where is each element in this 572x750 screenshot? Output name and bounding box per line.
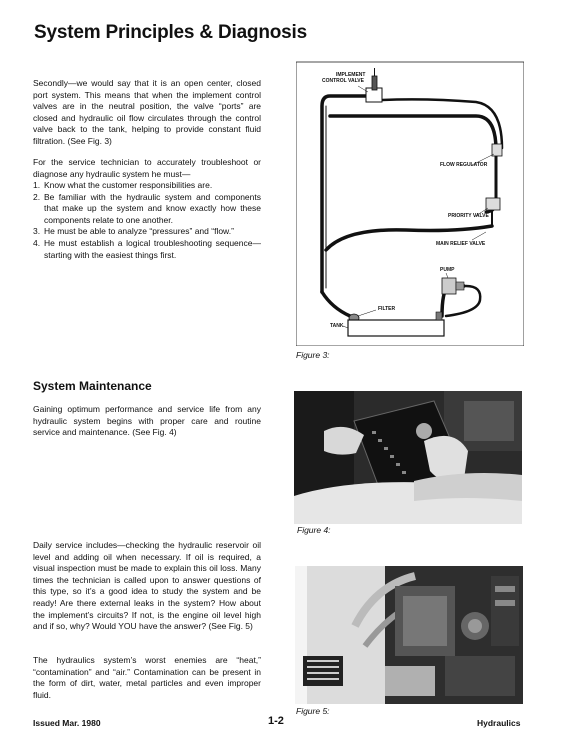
list-item [33, 238, 261, 261]
label-tank: TANK [330, 323, 344, 329]
implement-control-valve-icon [366, 68, 382, 102]
list-item-number: 1. [33, 180, 41, 190]
list-item-number: 3. [33, 226, 41, 237]
label-flow-regulator: FLOW REGULATOR [440, 162, 488, 168]
label-pump: PUMP [440, 267, 455, 273]
footer-section-name: Hydraulics [477, 718, 521, 728]
list-item-text: He must be able to analyze “pressures” and “flow.” [44, 226, 234, 237]
troubleshooting-steps-list [33, 180, 261, 261]
maintenance-paragraph: Gaining optimum performance and service life from any hydraulic system begins with proper care and routine service and maintenance. (See Fig. 4) [33, 404, 261, 438]
list-item-text: Know what the customer responsibilities are. [44, 180, 213, 190]
figure-4-caption: Figure 4: [297, 525, 331, 535]
figure-3-caption: Figure 3: [296, 350, 330, 360]
hydraulic-lines [322, 96, 502, 318]
list-item-number: 4. [33, 237, 41, 248]
system-enemies-paragraph: The hydraulics system’s worst enemies are “heat,” “contamination” and “air.” Contamination can be present in the form of dirt, water, metal particles and even improper fluid. [33, 655, 261, 700]
page-title: System Principles & Diagnosis [34, 22, 307, 43]
photo-illustration [294, 391, 522, 524]
label-priority-valve: PRIORITY VALVE [448, 213, 489, 219]
technician-intro-paragraph: For the service technician to accurately troubleshoot or diagnose any hydraulic system he must— [33, 157, 261, 179]
figure-4-photo [294, 391, 522, 524]
list-item [33, 226, 261, 238]
figure-5-caption: Figure 5: [296, 706, 330, 716]
pump-icon [442, 278, 464, 294]
list-item-text: He must establish a logical troubleshooting sequence—starting with the easiest things first. [44, 237, 261, 260]
photo-illustration [295, 566, 523, 704]
list-item-text: Be familiar with the hydraulic system and components that make up the system and know exactly how these components relate to one another. [44, 191, 261, 225]
footer-issue-date: Issued Mar. 1980 [33, 718, 101, 728]
label-main-relief-valve: MAIN RELIEF VALVE [436, 241, 486, 247]
intro-paragraph: Secondly—we would say that it is an open center, closed port system. This means that when the implement control valves are in the neutral position, the valve “ports” are closed and hydraulic oil flow circulates through the control valve back to the tank, helping to provide constant fluid filtration. (See Fig. 3) [33, 78, 261, 146]
list-item [33, 192, 261, 227]
section-heading-system-maintenance: System Maintenance [33, 379, 152, 393]
label-filter: FILTER [378, 306, 396, 312]
figure-5-photo [295, 566, 523, 704]
label-implement-valve-line1: IMPLEMENT [336, 72, 366, 78]
label-leader-lines [343, 86, 494, 328]
footer-page-number: 1-2 [268, 715, 284, 727]
list-item [33, 180, 261, 192]
list-item-number: 2. [33, 191, 41, 202]
label-implement-valve-line2: CONTROL VALVE [322, 78, 364, 84]
hydraulic-system-diagram [296, 60, 524, 346]
daily-service-paragraph: Daily service includes—checking the hydraulic reservoir oil level and adding oil when necessary. If oil is required, a visual inspection must be made to explain this oil loss. Many times the technician is called upon to answer questions of this type, so it’s a good idea to study the system and be ready! Are there external leaks in the system? How about the implement’s circuits? If not, is the engine oil level high and if so, why? Would YOU have the answer? (See Fig. 5) [33, 540, 261, 632]
tank-icon [348, 312, 444, 336]
